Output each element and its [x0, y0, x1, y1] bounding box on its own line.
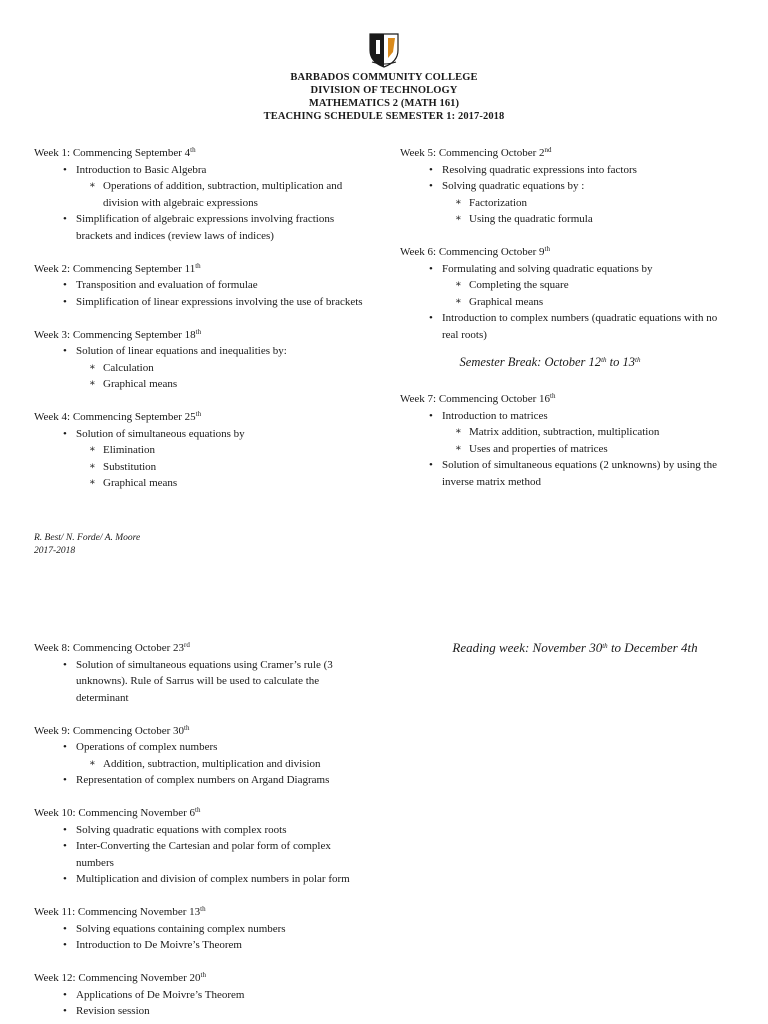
- subtopic-item: ∗ Graphical means: [34, 376, 370, 393]
- semester-break-note: Semester Break: October 12th to 13th: [459, 355, 641, 369]
- topic-item: • Simplification of linear expressions involving the use of brackets: [34, 294, 370, 311]
- college-crest-logo: [368, 32, 400, 68]
- week-heading: Week 4: Commencing September 25th: [34, 410, 202, 423]
- topic-item: • Representation of complex numbers on Argand Diagrams: [34, 772, 370, 789]
- subtopic-item: ∗ Elimination: [34, 442, 370, 459]
- schedule-right-column: [400, 145, 730, 343]
- schedule-title: TEACHING SCHEDULE SEMESTER 1: 2017-2018: [263, 111, 505, 122]
- topic-item: • Introduction to Basic Algebra ∗ Operations of addition, subtraction, multiplication and division with algebraic expressions: [34, 162, 370, 212]
- week-heading: Week 2: Commencing September 11th: [34, 261, 201, 275]
- week-heading: Week 9: Commencing October 30th: [34, 723, 190, 737]
- week-12: [34, 970, 370, 1020]
- schedule-left-column-page2: [34, 640, 370, 1020]
- reading-week-note: Reading week: November 30th to December 4th: [452, 640, 698, 655]
- topic-item: • Solving equations containing complex numbers: [34, 921, 370, 938]
- subtopic-item: ∗ Calculation: [34, 360, 370, 377]
- topic-item: • Transposition and evaluation of formulae: [34, 277, 370, 294]
- signature-year: 2017-2018: [34, 546, 76, 556]
- topic-item: • Introduction to complex numbers (quadratic equations with no real roots): [400, 310, 730, 343]
- document-header: [0, 71, 768, 123]
- subtopic-item: ∗ Matrix addition, subtraction, multiplication: [400, 424, 730, 441]
- topic-item: • Solving quadratic equations by :: [400, 178, 730, 195]
- topic-item: • Solution of simultaneous equations (2 unknowns) by using the inverse matrix method: [400, 457, 730, 490]
- schedule-left-column: [34, 145, 370, 492]
- course-name: MATHEMATICS 2 (MATH 161): [308, 98, 460, 109]
- week-1: [34, 145, 370, 244]
- topic-item: • Inter-Converting the Cartesian and polar form of complex numbers: [34, 838, 370, 871]
- subtopic-item: ∗ Addition, subtraction, multiplication and division: [34, 756, 370, 773]
- division-name: DIVISION OF TECHNOLOGY: [310, 85, 458, 96]
- subtopic-item: ∗ Substitution: [34, 459, 370, 476]
- subtopic-item: ∗ Uses and properties of matrices: [400, 441, 730, 458]
- topic-item: • Resolving quadratic expressions into factors: [400, 162, 730, 179]
- subtopic-item: ∗ Graphical means: [400, 294, 730, 311]
- subtopic-item: ∗ Completing the square: [400, 277, 730, 294]
- topic-item: • Multiplication and division of complex numbers in polar form: [34, 871, 370, 888]
- week-heading: Week 3: Commencing September 18th: [34, 327, 202, 341]
- week-10: [34, 805, 370, 888]
- topic-item: • Introduction to matrices: [400, 408, 730, 425]
- topic-item: • Solution of simultaneous equations by: [34, 426, 370, 443]
- signature-block: [34, 532, 140, 558]
- topic-item: • Formulating and solving quadratic equations by: [400, 261, 730, 278]
- topic-item: • Applications of De Moivre’s Theorem: [34, 987, 370, 1004]
- week-heading: Week 8: Commencing October 23rd: [34, 641, 190, 654]
- topic-item: • Solving quadratic equations with complex roots: [34, 822, 370, 839]
- week-heading: Week 11: Commencing November 13th: [34, 905, 206, 918]
- week-8: [34, 640, 370, 706]
- week-5: [400, 145, 730, 228]
- author-names: R. Best/ N. Forde/ A. Moore: [34, 533, 141, 543]
- week-heading: Week 7: Commencing October 16th: [400, 392, 556, 405]
- week-7: [400, 391, 730, 490]
- topic-item: • Solution of linear equations and inequalities by:: [34, 343, 370, 360]
- college-name: BARBADOS COMMUNITY COLLEGE: [290, 72, 478, 83]
- topic-item: • Revision session: [34, 1003, 370, 1020]
- week-4: [34, 409, 370, 492]
- subtopic-item: ∗ Graphical means: [34, 475, 370, 492]
- week-heading: Week 10: Commencing November 6th: [34, 806, 201, 819]
- subtopic-item: ∗ Using the quadratic formula: [400, 211, 730, 228]
- week-heading: Week 1: Commencing September 4th: [34, 146, 196, 159]
- week-heading: Week 12: Commencing November 20th: [34, 971, 206, 984]
- week-heading: Week 5: Commencing October 2nd: [400, 146, 552, 159]
- topic-item: • Solution of simultaneous equations using Cramer’s rule (3 unknowns). Rule of Sarrus will be used to calculate the determinant: [34, 657, 370, 707]
- week-2: [34, 261, 370, 311]
- week-6: [400, 244, 730, 343]
- subtopic-item: ∗ Operations of addition, subtraction, multiplication and division with algebraic expressions: [34, 178, 370, 211]
- week-11: [34, 904, 370, 954]
- subtopic-item: ∗ Factorization: [400, 195, 730, 212]
- week-3: [34, 327, 370, 393]
- topic-item: • Operations of complex numbers: [34, 739, 370, 756]
- week-heading: Week 6: Commencing October 9th: [400, 245, 550, 258]
- week-9: [34, 723, 370, 789]
- topic-item: • Introduction to De Moivre’s Theorem: [34, 937, 370, 954]
- topic-item: • Simplification of algebraic expressions involving fractions brackets and indices (review laws of indices): [34, 211, 370, 244]
